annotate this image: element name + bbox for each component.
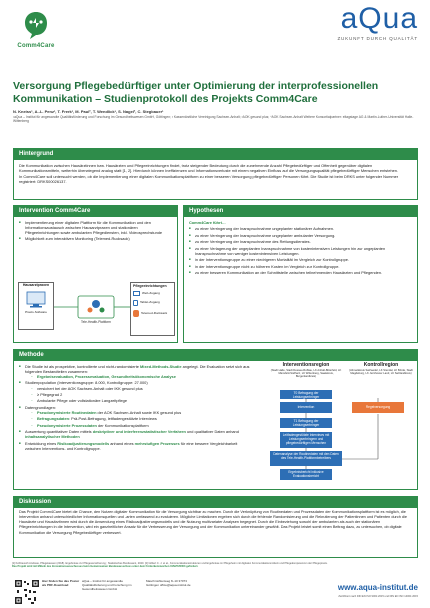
affiliations: ¹aQua – Institut für angewandte Qualitätsförderung und Forschung im Gesundheitswesen GmbH, Göttingen; ² Kassenärztliche Vereinigung Sachsen-Anhalt; ³AOK gesund plus; ⁴AOK Sachsen-Anhalt Weitere Konsortialpartner: eltagstage AG & Martin-Luther-Universität Halle-Wittenberg	[13, 115, 414, 124]
authors: N. Kneiss¹, A.-L. Penz¹, T. Frerk¹, M. Paul², T. Wendlick³, S. Nagel², C. Stegbauer¹	[13, 109, 164, 115]
title-block	[13, 80, 418, 124]
kontrollregion-list: (Altmarkkreis Salzwedel, LK Stendal, LK Börde, Stadt Magdeburg, LK Jerichower Land, LK Salzlandkreis)	[349, 369, 413, 376]
comm4care-logo	[14, 8, 58, 64]
footer-references	[12, 562, 418, 569]
comm4care-logo-text: Comm4Care	[17, 43, 55, 49]
interventionsregion-list: (Stadt Halle, Stadt Dessau-Roßlau, LK Anhalt-Bitterfeld, LK Mansfeld-Südharz, LK Wittenberg, Saalekreis, Burgenlandkreis)	[270, 369, 342, 379]
methode-heading: Methode	[14, 350, 417, 361]
section-diskussion	[13, 496, 418, 558]
flow-t0-box: T0 Befragung der Leistungserbringer	[280, 390, 332, 399]
backpack-icon	[133, 310, 139, 317]
flow-intervention-box: Intervention	[280, 402, 332, 413]
hausarztpraxen-label: Hausarztpraxen	[22, 283, 50, 287]
hypothese-item: ■ in der Interventionsgruppe zu einer niedrigeren Mortalität im Vergleich zur Kontrollgruppe.	[189, 257, 412, 262]
methode-item-population: ■ Studienpopulation (Interventionsgruppe: 8.000, Kontrollgruppe: 27.000) – versichert bei der AOK Sachsen-Anhalt oder IKK gesund plus – ≥ Pflegegrad 2 – Ambulante Pflege oder vollstationäre Langzeitpflege	[19, 380, 254, 403]
website-link[interactable]: www.aqua-institut.de	[337, 583, 418, 592]
intervention-item: ■ Implementierung einer digitalen Plattform für die Kommunikation und den Informationsaustausch zwischen Hausarztpraxen und stationären Pflegeeinrichtungen sowie ambulanten Pflegediensten, inkl. Videosprechstunde	[19, 220, 172, 236]
section-hintergrund	[13, 148, 418, 200]
population-criterion: – ≥ Pflegegrad 2	[31, 392, 254, 397]
web-access-label: Web-Zugang	[142, 290, 160, 295]
hypothese-item: ■ in der Interventionsgruppe nicht zu höheren Kosten im Vergleich zur Kontrollgruppe.	[189, 264, 412, 269]
computer-icon	[25, 291, 47, 309]
laptop-icon	[133, 291, 140, 296]
hypothese-item: ■ zu einer Verringerung der Inanspruchnahme ungeplanter ambulanter Versorgung.	[189, 233, 412, 238]
praxis-software-label: Praxis-Software	[25, 310, 47, 315]
flow-ergebnisbericht-box: Ergebnisbericht inklusive Evaluationsbericht	[280, 469, 332, 480]
diskussion-text: Das Projekt Comm4Care bietet die Chance, den Nutzen digitaler Kommunikation für die Versorgung sichtbar zu machen. Durch die Verknüpfung von Routinedaten und Prozessdaten der Kommunikationsplattform ist es möglich, die Intervention anhand unterschiedlicher Informationsquellen und -arten umfassend zu evaluieren. Mögliche Limitationen ergeben sich durch die fehlende Randomisierung und die Rekrutierung der Patientinnen und Patienten durch die Hausärzte und Hausärztinnen wird durch die Anwendung eines Risikoadjustierungsmodells und die Nutzung multivariater Analysen begegnet. Durch die Einbeziehung sowohl der ambulanten als auch der stationären Pflegeeinrichtungen in die Intervention, wird ein ganzheitlicher Ansatz für die Verbesserung der Versorgung und der Kommunikation untereinander gewählt. Das Projekt leistet somit einen Beitrag dazu, zu untersuchen, ob digitale Kommunikation die Versorgung Pflegebedürftiger verbessert.	[19, 510, 407, 535]
methode-item-auswertung: ■ Auswertung quantitativer Daten mittels deskriptiver und interferenzstatistischer Verfahren und qualitativer Daten anhand inhaltsanalytischer Methoden	[19, 429, 254, 440]
methode-item-design: ■ Die Studie ist als prospektive, kontrollierte und nicht-randomisierte Mixed-Methods-Studie angelegt. Die Evaluation setzt sich aus folgenden Bestandteilen zusammen: – Ergebnisevaluation, Prozessevaluation, Gesundheitsökonomische Analyse	[19, 364, 254, 380]
tablet-access-row	[133, 300, 172, 306]
datengrundlage: – Pseudonymisierte Prozessdaten der Kommunikationsplattform	[31, 423, 254, 428]
telemed-label: Telemed-Rucksack	[141, 310, 168, 315]
datengrundlage: – Pseudonymisierte Routinedaten der AOK Sachsen-Anhalt sowie IKK gesund plus	[31, 410, 254, 415]
institute-name: aQua – Institut für angewandte Qualitätsförderung und Forschung im Gesundheitswesen GmbH	[82, 579, 132, 591]
tablet-access-label: Tablet-Zugang	[140, 300, 160, 305]
aqua-logo-text: aQua	[340, 2, 418, 35]
flow-regelversorgung-box: Regelversorgung	[352, 402, 404, 413]
poster-header	[0, 0, 430, 72]
hintergrund-p1: Die Kommunikation zwischen Hausärztinnen bzw. Hausärzten und Pflegeeinrichtungen findet, trotz steigender Bedeutung durch die zunehmende Anzahl Pflegebedürftiger und Offenheit gegenüber digitalen Kommunikationsmitteln, weiterhin überwiegend analog statt [1, 2]. Hierdurch können Ineffizienzen und Informationsverluste mit einem negativen Einfluss auf die Versorgungsqualität pflegebedürftiger Menschen entstehen.	[19, 162, 399, 173]
flow-interviews-box: Leitfadengestützte Interviews mit Leistungserbringern und pflegebedürftigen Menschen	[280, 432, 332, 448]
population-criterion: – versichert bei der AOK Sachsen-Anhalt oder IKK gesund plus	[31, 386, 254, 391]
methode-item-risiko: ■ Entwicklung eines Risikoadjustierungsmodells anhand eines mehrstufigen Prozesses für eine bessere Vergleichbarkeit zwischen Interventions- und Kontrollgruppe.	[19, 441, 254, 452]
references-text: [1] Kohlrausch Andreas, Pflegekassen (2018). Ergebnisse zur Pflegeversicherung ; Statistisches Bundesamt, 2020. [2] Gilbert C. J. et al., Kommunikationsstrukturen und Ergebnisse im Pflegeheim mit digitalen Kommunikationsmitteln und Pflegekompetenzen der Pflegepraxis.	[12, 562, 328, 565]
poster-footer	[0, 562, 430, 608]
poster-title: Versorgung Pflegebedürftiger unter Optimierung der interprofessionellen Kommunikation – Studienprotokoll des Projekts Comm4Care	[13, 80, 379, 105]
comm4care-logo-icon	[20, 8, 52, 42]
methode-body	[14, 361, 259, 456]
flow-datenanalyse-box: Datenanalyse der Routinedaten mit den Daten des Tele-Health-Plattformbetreibers	[270, 451, 342, 466]
institute-address: Maschmühlenweg 8–10 37073 Göttingen office@aqua-institut.de	[146, 579, 191, 587]
aqua-logo	[308, 4, 418, 42]
population-criterion: – Ambulante Pflege oder vollstationäre Langzeitpflege	[31, 398, 254, 403]
diskussion-heading: Diskussion	[14, 497, 417, 508]
pflegeeinrichtungen-label: Pflegeeinrichtungen	[133, 284, 167, 288]
hintergrund-body	[14, 160, 417, 188]
intervention-diagram	[18, 280, 175, 340]
intervention-heading: Intervention Comm4Care	[14, 206, 177, 217]
study-flow-diagram	[266, 362, 416, 488]
hypothesen-heading: Hypothesen	[184, 206, 417, 217]
hypothese-item: ■ zu einer besseren Kommunikation an der Schnittstelle zwischen teilnehmenden Hausärzten und Pflegenden.	[189, 270, 412, 275]
section-methode	[13, 349, 418, 490]
hypothese-item: ■ zu einer Verringerung der Inanspruchnahme des Rettungsdienstes.	[189, 239, 412, 244]
kontrollregion-heading: Kontrollregion	[363, 362, 399, 368]
telemed-row	[133, 310, 172, 317]
aqua-logo-tagline: ZUKUNFT DURCH QUALITÄT	[337, 36, 418, 41]
funding-note: Das Projekt wird mit Mitteln des Innovationsausschusses beim Gemeinsamen Bundesausschuss unter dem Förderkennzeichen 01NVF20003 gefördert.	[12, 565, 199, 569]
methode-evaluation-parts: – Ergebnisevaluation, Prozessevaluation, Gesundheitsökonomische Analyse	[31, 374, 254, 379]
section-intervention	[13, 205, 178, 343]
qr-label: Hier finden Sie das Poster als PDF-Download	[42, 579, 80, 587]
pflegeeinrichtungen-box	[130, 282, 175, 336]
web-access-row	[133, 291, 172, 296]
section-hypothesen	[183, 205, 418, 343]
datengrundlage: – Befragungsdaten: Prä-Post-Befragung, leitfadengestützte Interviews	[31, 416, 254, 421]
hypothesen-intro: Comm4Care führt…	[189, 219, 226, 225]
intervention-body	[14, 217, 177, 246]
intervention-item: ■ Möglichkeit zum interaktiven Monitoring (Telemed-Rucksack)	[19, 236, 172, 241]
tablet-icon	[133, 300, 138, 306]
hausarztpraxen-box	[18, 282, 54, 330]
certification-note: Zertifiziert nach DIN EN ISO 9001:2015 und DIN EN ISO 14001:2015	[338, 595, 418, 598]
flow-t1-box: T1 Befragung der Leistungserbringer	[280, 418, 332, 428]
methode-item-datengrundlagen: ■ Datengrundlagen: – Pseudonymisierte Routinedaten der AOK Sachsen-Anhalt sowie IKK gesund plus – Befragungsdaten: Prä-Post-Befragung, leitfadengestützte Interviews – Pseudonymisierte Prozessdaten der Kommunikationsplattform	[19, 405, 254, 428]
hypothese-item: ■ zu einer Verlagerung der ungeplanten Inanspruchnahme von kostenintensiven Leistungen hin zur ungeplanten Inanspruchnahme von weniger kostenintensiven Leistungen.	[189, 246, 412, 257]
qr-code-icon[interactable]	[14, 579, 40, 605]
hypothese-item: ■ zu einer Verringerung der Inanspruchnahme ungeplanter stationärer Aufnahmen.	[189, 226, 412, 231]
hintergrund-heading: Hintergrund	[14, 149, 417, 160]
hintergrund-p2: In Comm4Care soll untersucht werden, ob die Implementierung einer digitalen Kommunikationsplattform zu einer besseren Versorgung pflegebedürftiger Personen führt. Die Studie ist beim DRKS unter folgender Nummer registriert: DRKS00026137.	[19, 174, 399, 185]
hypothesen-body	[184, 217, 417, 280]
interventionsregion-heading: Interventionsregion	[282, 362, 330, 368]
tele-health-label: Tele-Health-Plattform	[81, 320, 111, 324]
